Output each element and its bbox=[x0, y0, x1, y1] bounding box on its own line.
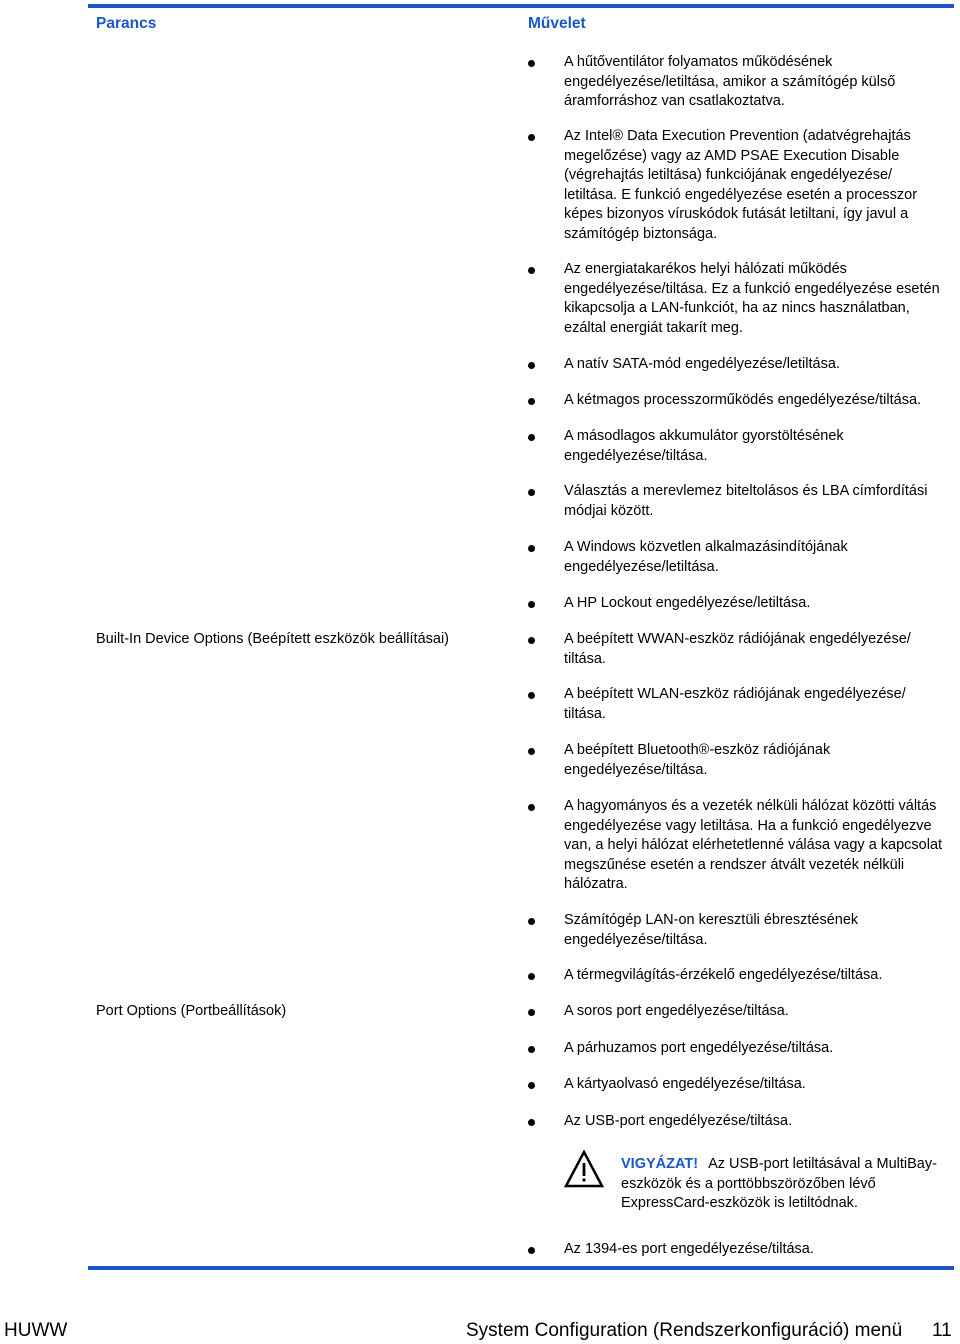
list-item: A másodlagos akkumulátor gyorstöltésének engedélyezése/tiltása. bbox=[528, 427, 948, 466]
table-top-rule bbox=[88, 4, 954, 8]
table-bottom-rule bbox=[88, 1266, 954, 1270]
bullet-icon bbox=[528, 1009, 535, 1016]
bullet-icon bbox=[528, 267, 535, 274]
warning-triangle-icon bbox=[564, 1150, 604, 1188]
command-port-options: Port Options (Portbeállítások) bbox=[96, 1003, 287, 1019]
list-item: Számítógép LAN-on keresztüli ébresztésének engedélyezése/tiltása. bbox=[528, 911, 948, 950]
warning-text: Az USB-port letiltásával a MultiBay-eszközök és a porttöbbszörözőben lévő ExpressCard-eszközök is letiltódnak. bbox=[621, 1156, 937, 1211]
list-item: A beépített WLAN-eszköz rádiójának engedélyezése/ tiltása. bbox=[528, 685, 948, 724]
list-item: A kártyaolvasó engedélyezése/tiltása. bbox=[528, 1075, 948, 1095]
column-header-action: Művelet bbox=[528, 15, 586, 32]
list-item: A beépített WWAN-eszköz rádiójának engedélyezése/ tiltása. bbox=[528, 630, 948, 669]
page-number: 11 bbox=[932, 1320, 952, 1341]
list-item: A HP Lockout engedélyezése/letiltása. bbox=[528, 594, 948, 614]
bullet-icon bbox=[528, 918, 535, 925]
bullet-icon bbox=[528, 748, 535, 755]
bullet-icon bbox=[528, 973, 535, 980]
list-item: A soros port engedélyezése/tiltása. bbox=[528, 1002, 948, 1022]
bullet-icon bbox=[528, 398, 535, 405]
bullet-icon bbox=[528, 362, 535, 369]
list-item: Választás a merevlemez biteltolásos és LBA címfordítási módjai között. bbox=[528, 482, 948, 521]
command-built-in-device-options: Built-In Device Options (Beépített eszközök beállításai) bbox=[96, 631, 449, 647]
list-item: Az energiatakarékos helyi hálózati működés engedélyezése/tiltása. Ez a funkció engedélyezése esetén kikapcsolja a LAN-funkciót, ha az nincs használatban, ezáltal energiát takarít meg. bbox=[528, 260, 948, 338]
bullet-icon bbox=[528, 637, 535, 644]
bullet-icon bbox=[528, 1046, 535, 1053]
list-item: Az USB-port engedélyezése/tiltása. bbox=[528, 1112, 948, 1132]
bullet-icon bbox=[528, 545, 535, 552]
bullet-icon bbox=[528, 60, 535, 67]
bullet-icon bbox=[528, 804, 535, 811]
footer-locale: HUWW bbox=[4, 1320, 68, 1341]
bullet-icon bbox=[528, 1119, 535, 1126]
list-item: A hagyományos és a vezeték nélküli hálózat közötti váltás engedélyezése vagy letiltása. Ha a funkció engedélyezve van, a helyi hálózat elérhetetlenné válása vagy a kapcsolat megszűnése esetén a rendszer átvált vezeték nélküli hálózatra. bbox=[528, 797, 948, 895]
bullet-icon bbox=[528, 1247, 535, 1254]
bullet-icon bbox=[528, 692, 535, 699]
bullet-icon bbox=[528, 489, 535, 496]
list-item: Az Intel® Data Execution Prevention (adatvégrehajtás megelőzése) vagy az AMD PSAE Execution Disable (végrehajtás letiltása) funkciójának engedélyezése/ letiltása. E funkció engedélyezése esetén a processzor képes bizonyos víruskódok futását letiltani, így javul a számítógép biztonsága. bbox=[528, 127, 948, 244]
footer-title: System Configuration (Rendszerkonfiguráció) menü bbox=[466, 1320, 903, 1341]
list-item: Az 1394-es port engedélyezése/tiltása. bbox=[528, 1240, 948, 1260]
list-item: A térmegvilágítás-érzékelő engedélyezése/tiltása. bbox=[528, 966, 948, 986]
list-item: A natív SATA-mód engedélyezése/letiltása. bbox=[528, 355, 948, 375]
bullet-icon bbox=[528, 601, 535, 608]
warning-text-block bbox=[621, 1155, 951, 1214]
warning-label: VIGYÁZAT! bbox=[621, 1156, 699, 1172]
bullet-icon bbox=[528, 134, 535, 141]
bullet-icon bbox=[528, 434, 535, 441]
list-item: A párhuzamos port engedélyezése/tiltása. bbox=[528, 1039, 948, 1059]
bullet-icon bbox=[528, 1082, 535, 1089]
list-item: A beépített Bluetooth®-eszköz rádiójának engedélyezése/tiltása. bbox=[528, 741, 948, 780]
list-item: A kétmagos processzorműködés engedélyezése/tiltása. bbox=[528, 391, 948, 411]
list-item: A Windows közvetlen alkalmazásindítójának engedélyezése/letiltása. bbox=[528, 538, 948, 577]
list-item: A hűtőventilátor folyamatos működésének engedélyezése/letiltása, amikor a számítógép külső áramforráshoz van csatlakoztatva. bbox=[528, 53, 948, 112]
column-header-command: Parancs bbox=[96, 15, 157, 32]
